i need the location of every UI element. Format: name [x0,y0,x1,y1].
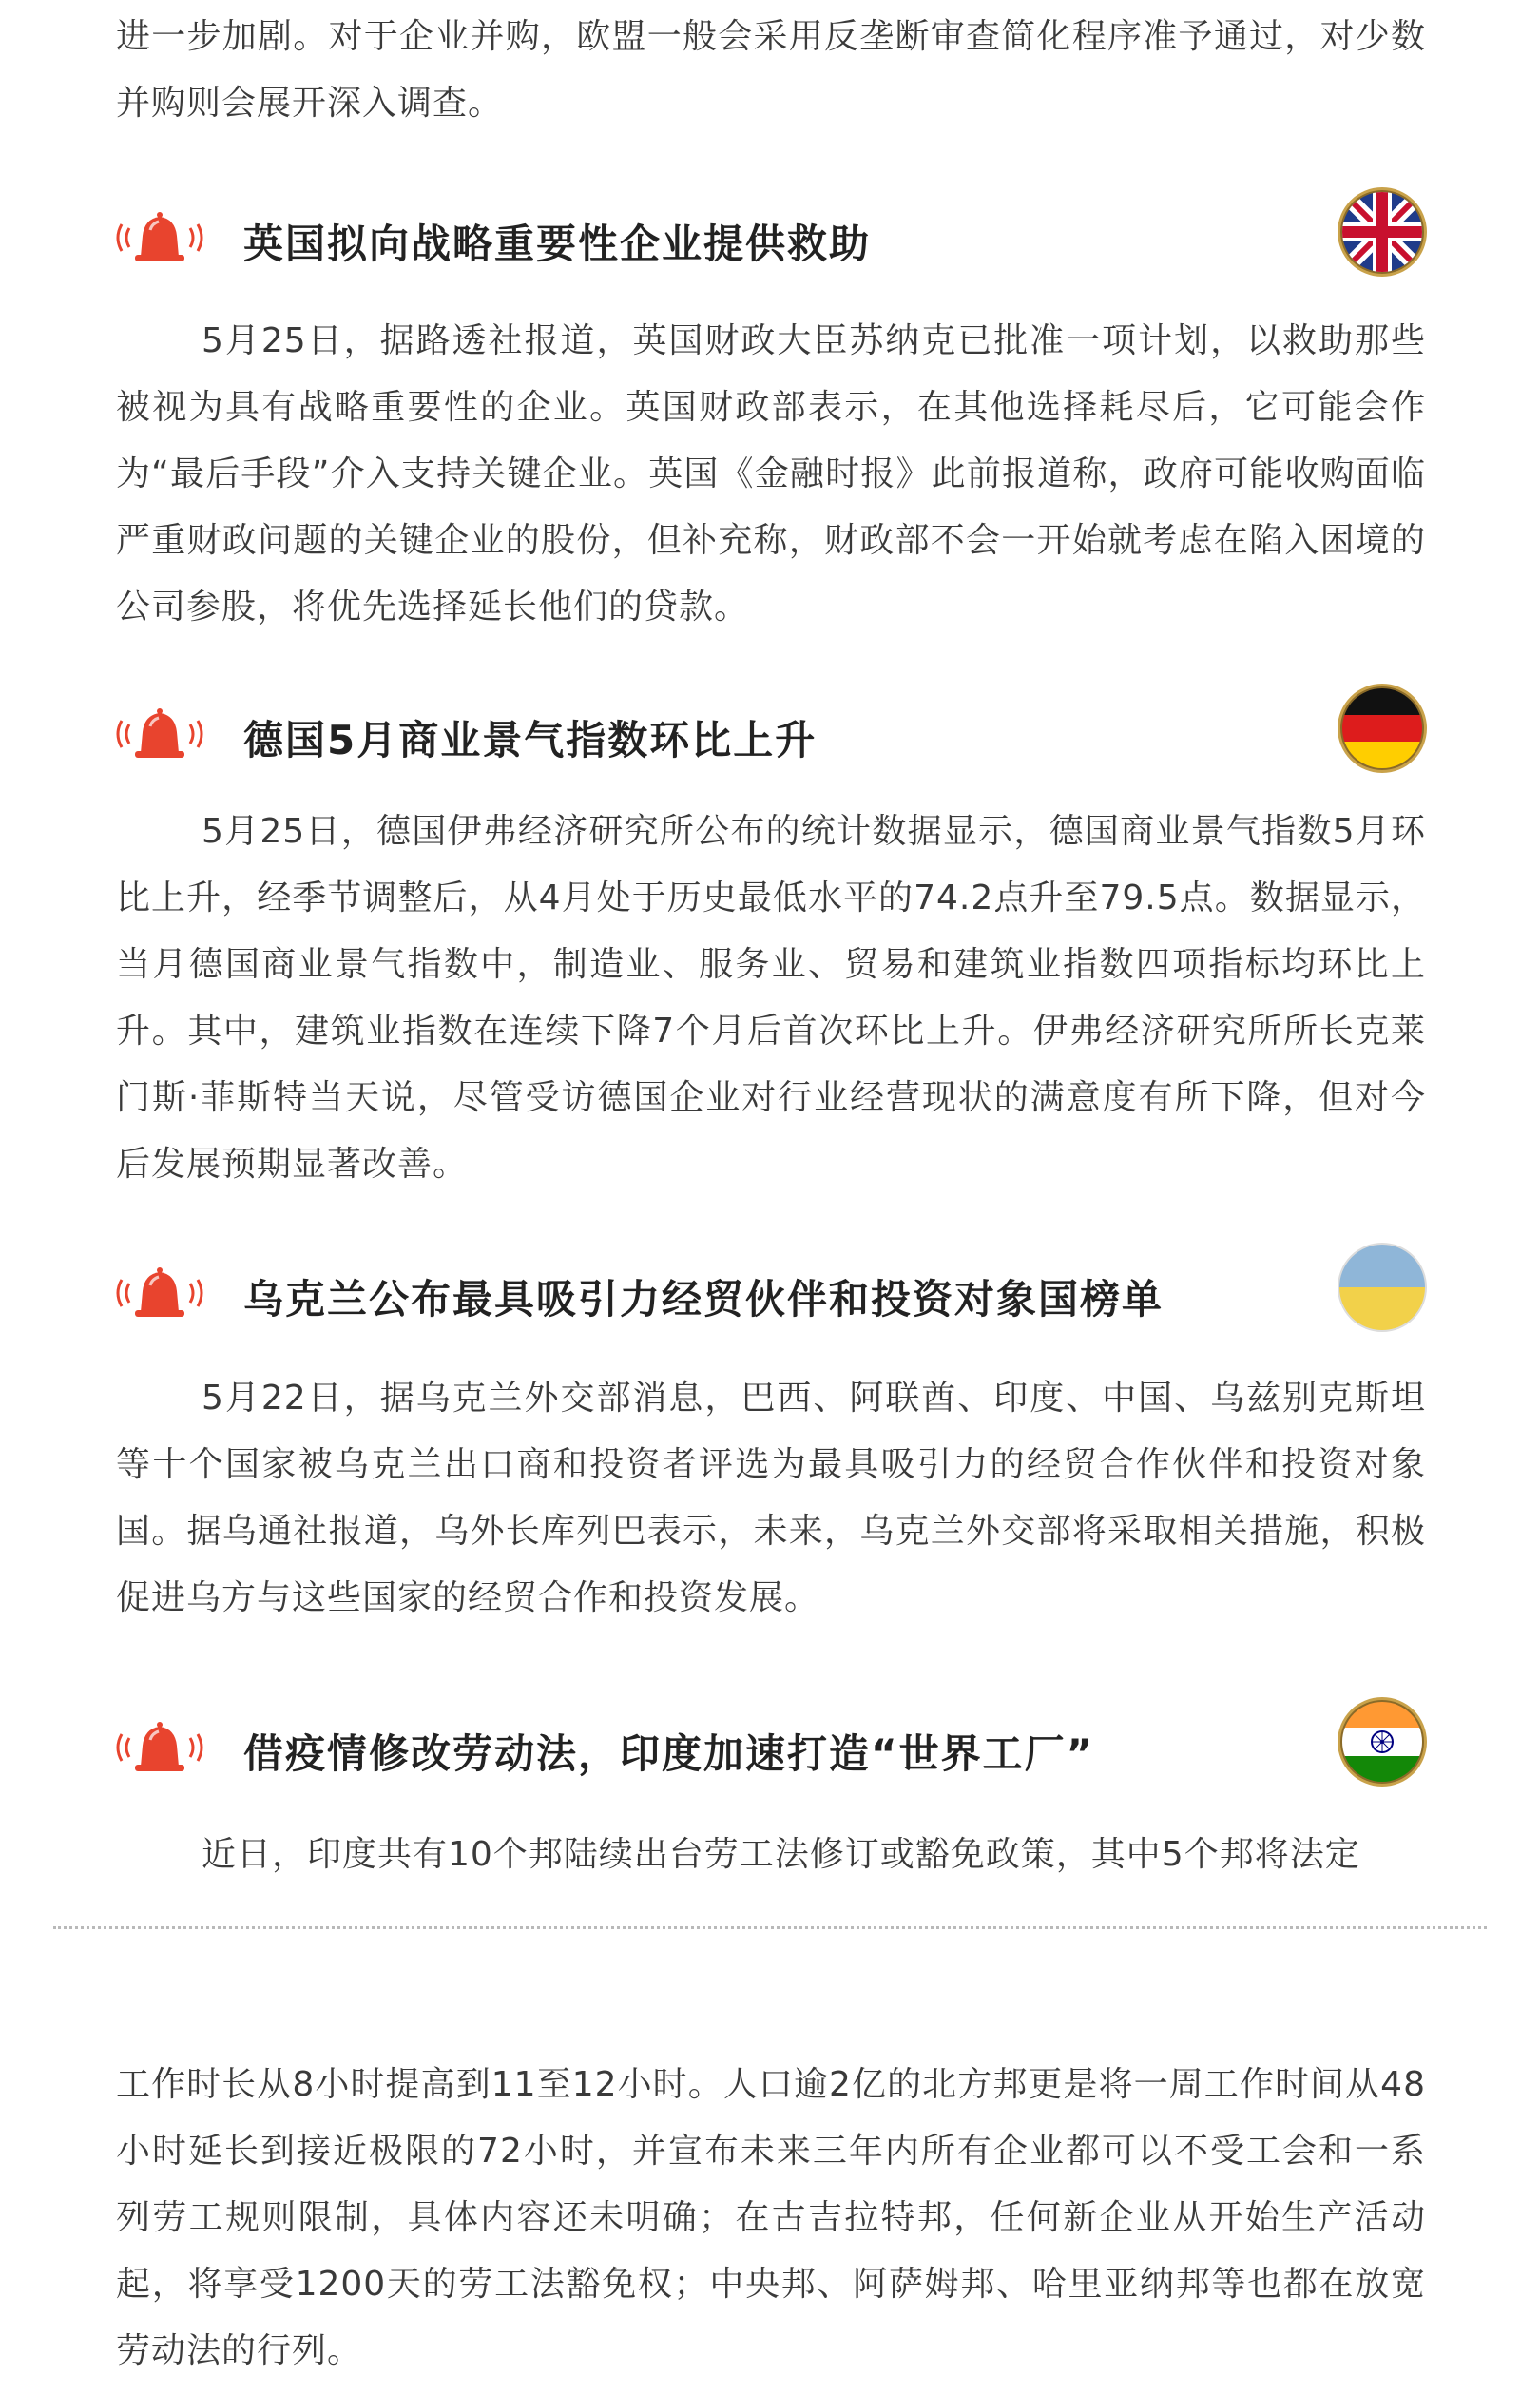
ukraine-flag-icon [1337,1242,1428,1333]
section-body-ukraine: 5月22日，据乌克兰外交部消息，巴西、阿联酋、印度、中国、乌兹别克斯坦等十个国家被乌克兰出口商和投资者评选为最具吸引力的经贸合作伙伴和投资对象国。据乌通社报道，乌外长库列巴表示，未来，乌克兰外交部将采取相关措施，积极促进乌方与这些国家的经贸合作和投资发展。 [116,1379,1426,1617]
section-body-germany: 5月25日，德国伊弗经济研究所公布的统计数据显示，德国商业景气指数5月环比上升，经季节调整后，从4月处于历史最低水平的74.2点升至79.5点。数据显示，当月德国商业景气指数中，制造业、服务业、贸易和建筑业指数四项指标均环比上升。其中，建筑业指数在连续下降7个月后首次环比上升。伊弗经济研究所所长克莱门斯·菲斯特当天说，尽管受访德国企业对行业经营现状的满意度有所下降，但对今后发展预期显著改善。 [116,812,1426,1184]
section-heading-germany [112,683,1428,787]
section-heading-uk [112,186,1428,291]
alarm-bell-icon [112,207,207,268]
india-flag-icon [1337,1696,1428,1787]
section-body-uk: 5月25日，据路透社报道，英国财政大臣苏纳克已批准一项计划，以救助那些被视为具有战略重要性的企业。英国财政部表示，在其他选择耗尽后，它可能会作为“最后手段”介入支持关键企业。英国《金融时报》此前报道称，政府可能收购面临严重财政问题的关键企业的股份，但补充称，财政部不会一开始就考虑在陷入困境的公司参股，将优先选择延长他们的贷款。 [116,321,1426,627]
section-title: 德国5月商业景气指数环比上升 [243,717,818,763]
section-title: 英国拟向战略重要性企业提供救助 [243,221,872,267]
continuation-paragraph: 工作时长从8小时提高到11至12小时。人口逾2亿的北方邦更是将一周工作时间从48小时延长到接近极限的72小时，并宣布未来三年内所有企业都可以不受工会和一系列劳工规则限制，具体内容还未明确；在古吉拉特邦，任何新企业从开始生产活动起，将享受1200天的劳工法豁免权；中央邦、阿萨姆邦、哈里亚纳邦等也都在放宽劳动法的行列。 [116,2065,1426,2370]
page-break-divider [53,1926,1487,1929]
section-heading-india [112,1696,1428,1801]
alarm-bell-icon [112,1263,207,1323]
germany-flag-icon [1337,683,1428,774]
section-heading-ukraine [112,1242,1428,1346]
uk-flag-icon [1337,186,1428,278]
section-title: 乌克兰公布最具吸引力经贸伙伴和投资对象国榜单 [243,1276,1165,1323]
section-body-india: 近日，印度共有10个邦陆续出台劳工法修订或豁免政策，其中5个邦将法定 [202,1835,1360,1874]
intro-paragraph: 进一步加剧。对于企业并购，欧盟一般会采用反垄断审查简化程序准予通过，对少数并购则会展开深入调查。 [116,17,1426,123]
alarm-bell-icon [112,1717,207,1778]
section-title: 借疫情修改劳动法，印度加速打造“世界工厂” [243,1730,1095,1777]
alarm-bell-icon [112,704,207,764]
